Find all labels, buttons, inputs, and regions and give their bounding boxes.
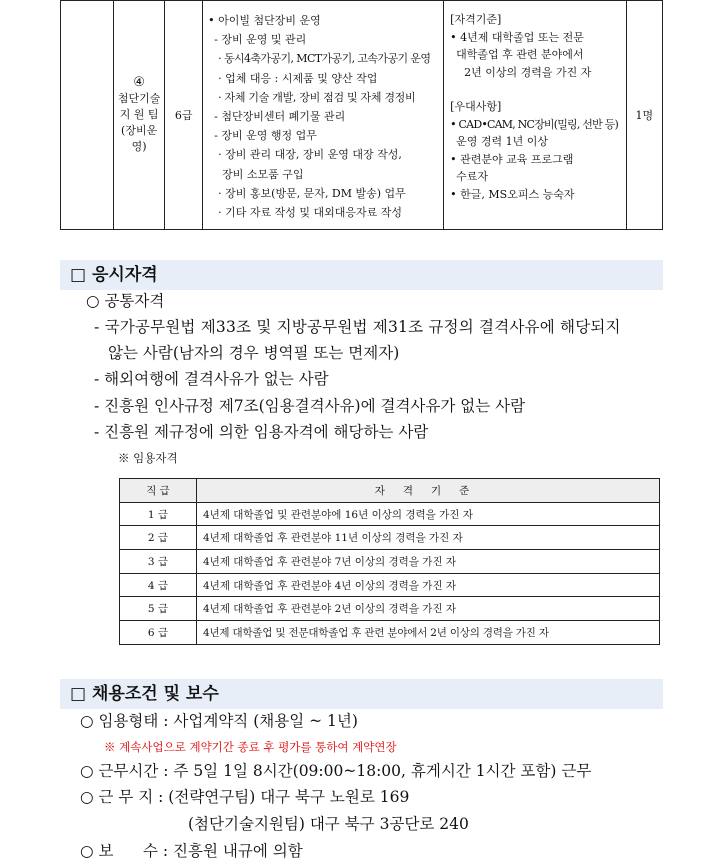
grade-cell: 5 급: [120, 597, 197, 621]
team-number: ④: [133, 75, 145, 90]
duty-line: - 장비 운영 행정 업무: [214, 129, 317, 143]
duty-line: · 기타 자료 작성 및 대외대응자료 작성: [218, 206, 403, 220]
grade-cell: 6급: [165, 1, 203, 230]
team-name-line2: 지 원 팀: [119, 108, 159, 121]
pref-line: • CAD•CAM, NC장비(밀링, 선반 등): [450, 117, 618, 131]
qualification-table: [119, 478, 660, 645]
criteria-cell: 4년제 대학졸업 후 관련분야 4년 이상의 경력을 가진 자: [197, 573, 660, 597]
eligibility-item: 않는 사람(남자의 경우 병역필 또는 면제자): [108, 344, 400, 362]
criteria-cell: 4년제 대학졸업 후 관련분야 7년 이상의 경력을 가진 자: [197, 550, 660, 574]
eligibility-item: - 진흥원 인사규정 제7조(임용결격사유)에 결격사유가 없는 사람: [94, 397, 526, 415]
duty-line: · 장비 홍보(방문, 문자, DM 발송) 업무: [218, 186, 406, 200]
pref-line: 수료자: [456, 170, 489, 183]
pref-line: 운영 경력 1년 이상: [456, 135, 549, 148]
criteria-cell: 4년제 대학졸업 후 관련분야 11년 이상의 경력을 가진 자: [197, 526, 660, 550]
table-row: [120, 573, 660, 597]
work-location-2: (첨단기술지원팀) 대구 북구 3공단로 240: [188, 815, 469, 833]
renewal-note: ※ 계속사업으로 계약기간 종료 후 평가를 통하여 계약연장: [104, 740, 397, 754]
qual-header: [자격기준]: [450, 13, 502, 26]
duty-line: 장비 소모품 구입: [222, 167, 304, 181]
work-location: ○ 근 무 지 : (전략연구팀) 대구 북구 노원로 169: [80, 788, 410, 806]
duty-line: · 장비 관리 대장, 장비 운영 대장 작성,: [218, 148, 402, 162]
blank-cell: [61, 1, 114, 230]
duties-cell: [203, 1, 444, 230]
table-header-row: [120, 479, 660, 503]
common-qualification-label: ○ 공통자격: [86, 292, 165, 310]
pref-line: • 관련분야 교육 프로그램: [450, 152, 574, 166]
grade-cell: 6 급: [120, 621, 197, 645]
duty-line: · 업체 대응 : 시제품 및 양산 작업: [218, 71, 378, 85]
pref-header: [우대사항]: [450, 100, 502, 113]
criteria-cell: 4년제 대학졸업 및 관련분야에 16년 이상의 경력을 가진 자: [197, 502, 660, 526]
eligibility-item: - 진흥원 제규정에 의한 임용자격에 해당하는 사람: [94, 423, 429, 441]
table-row: [120, 502, 660, 526]
section-title-eligibility: □ 응시자격: [70, 265, 158, 285]
qual-line: • 4년제 대학졸업 또는 전문: [450, 30, 584, 44]
eligibility-item: - 해외여행에 결격사유가 없는 사람: [94, 370, 329, 388]
team-name-line1: 첨단기술: [117, 92, 161, 105]
section-title-conditions: □ 채용조건 및 보수: [70, 684, 219, 704]
table-row: [120, 621, 660, 645]
qualification-cell: [444, 1, 627, 230]
grade-cell: 1 급: [120, 502, 197, 526]
table-row: [120, 550, 660, 574]
duty-line: • 아이빌 첨단장비 운영: [208, 14, 321, 27]
duty-line: - 장비 운영 및 관리: [214, 33, 307, 47]
position-table: [60, 0, 663, 230]
appointment-note: ※ 임용자격: [118, 451, 178, 465]
duty-line: · 동시4축가공기, MCT가공기, 고속가공기 운영: [218, 52, 431, 66]
grade-cell: 3 급: [120, 550, 197, 574]
header-criteria: 자격기준: [197, 479, 660, 503]
team-cell: [114, 1, 165, 230]
header-grade: 직 급: [120, 479, 197, 503]
table-row: [120, 597, 660, 621]
working-hours: ○ 근무시간 : 주 5일 1일 8시간(09:00~18:00, 휴게시간 1시간 포함) 근무: [80, 762, 592, 780]
duty-line: · 자체 기술 개발, 장비 점검 및 자체 경정비: [218, 90, 416, 104]
grade-cell: 4 급: [120, 573, 197, 597]
criteria-cell: 4년제 대학졸업 및 전문대학졸업 후 관련 분야에서 2년 이상의 경력을 가진 자: [197, 621, 660, 645]
duty-line: - 첨단장비센터 폐기물 관리: [214, 110, 346, 124]
criteria-cell: 4년제 대학졸업 후 관련분야 2년 이상의 경력을 가진 자: [197, 597, 660, 621]
team-name-line3: (장비운영): [121, 124, 158, 153]
salary: ○ 보 수 : 진흥원 내규에 의함: [80, 842, 303, 860]
eligibility-item: - 국가공무원법 제33조 및 지방공무원법 제31조 규정의 결격사유에 해당되지: [94, 318, 621, 336]
qual-line: 대학졸업 후 관련 분야에서: [456, 48, 584, 61]
qual-line: 2년 이상의 경력을 가진 자: [464, 65, 592, 79]
grade-cell: 2 급: [120, 526, 197, 550]
table-row: [120, 526, 660, 550]
employment-type: ○ 임용형태 : 사업계약직 (채용일 ~ 1년): [80, 712, 358, 730]
pref-line: • 한글, MS오피스 능숙자: [450, 187, 575, 201]
count-cell: 1명: [626, 1, 662, 230]
